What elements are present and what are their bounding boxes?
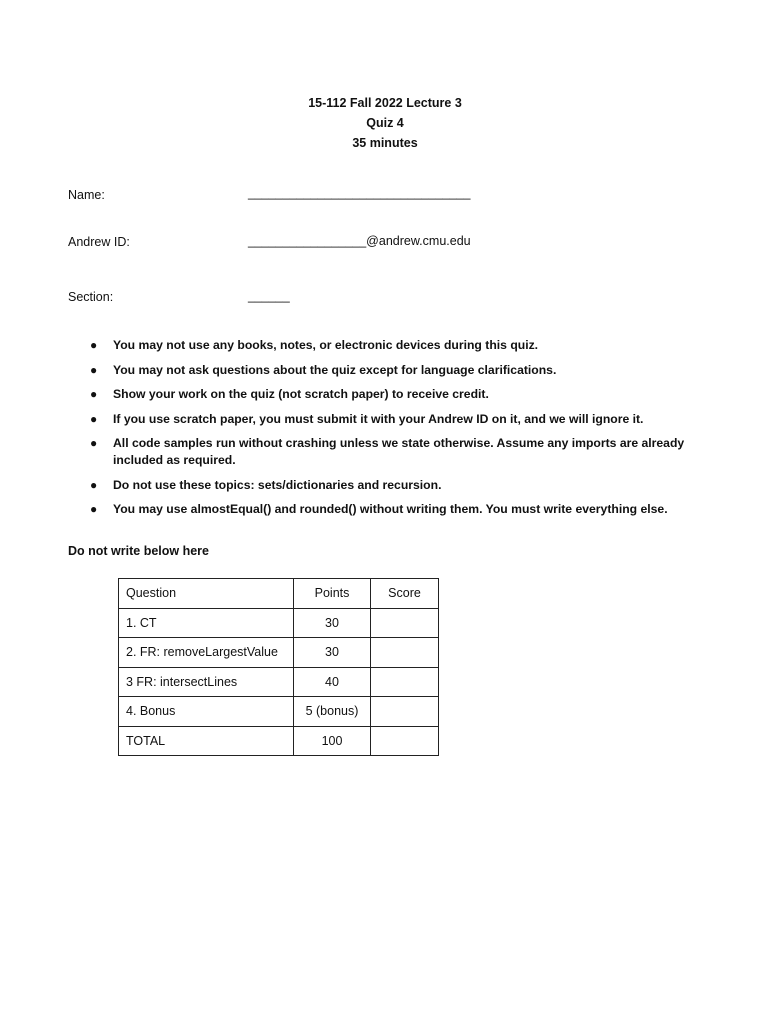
points-cell: 5 (bonus) (294, 697, 371, 727)
rule-text: Show your work on the quiz (not scratch paper) to receive credit. (113, 387, 489, 401)
section-label: Section: (68, 290, 114, 304)
table-row (119, 726, 439, 756)
rule-item (88, 501, 688, 518)
rule-item (88, 362, 688, 379)
score-cell (371, 726, 439, 756)
quiz-title: Quiz 4 (366, 116, 404, 130)
bullet-icon: ● (90, 362, 98, 377)
andrew-id-blank: _________________@andrew.cmu.edu (248, 234, 471, 248)
section-blank: ______ (248, 289, 290, 303)
rule-item (88, 411, 688, 428)
score-cell (371, 608, 439, 638)
table-header-row (119, 579, 439, 609)
rule-text: All code samples run without crashing unless we state otherwise. Assume any imports are already included as required. (113, 436, 685, 467)
rule-text: If you use scratch paper, you must submit it with your Andrew ID on it, and we will ignore it. (113, 411, 644, 426)
points-cell: 100 (294, 726, 371, 756)
score-cell (371, 667, 439, 697)
question-cell: 3 FR: intersectLines (119, 667, 294, 697)
name-label: Name: (68, 188, 105, 202)
table-row (119, 638, 439, 668)
score-cell (371, 638, 439, 668)
header-points: Points (294, 579, 371, 609)
name-blank: ________________________________ (248, 186, 471, 200)
bullet-icon: ● (90, 411, 98, 426)
rule-item (88, 337, 688, 354)
question-cell: 4. Bonus (119, 697, 294, 727)
score-cell (371, 697, 439, 727)
bullet-icon: ● (90, 338, 98, 352)
rule-text: You may not ask questions about the quiz except for language clarifications. (113, 362, 557, 377)
header-question: Question (119, 579, 294, 609)
question-cell: 1. CT (119, 608, 294, 638)
rule-item (88, 386, 688, 403)
andrew-id-label: Andrew ID: (68, 235, 130, 249)
score-table (118, 578, 439, 756)
bullet-icon: ● (90, 387, 98, 401)
do-not-write-note: Do not write below here (68, 544, 209, 558)
question-cell: 2. FR: removeLargestValue (119, 638, 294, 668)
rule-item (88, 435, 688, 469)
quiz-duration: 35 minutes (352, 136, 418, 150)
table-row (119, 697, 439, 727)
rule-text: Do not use these topics: sets/dictionaries and recursion. (113, 477, 442, 492)
points-cell: 40 (294, 667, 371, 697)
table-row (119, 608, 439, 638)
rule-text: You may not use any books, notes, or electronic devices during this quiz. (113, 338, 539, 352)
question-cell: TOTAL (119, 726, 294, 756)
rule-item (88, 477, 688, 494)
table-row (119, 667, 439, 697)
points-cell: 30 (294, 638, 371, 668)
header-score: Score (371, 579, 439, 609)
quiz-rules-list (88, 337, 688, 526)
bullet-icon: ● (90, 502, 98, 516)
points-cell: 30 (294, 608, 371, 638)
rule-text: You may use almostEqual() and rounded() without writing them. You must write everything else. (113, 502, 668, 516)
bullet-icon: ● (90, 477, 98, 492)
bullet-icon: ● (90, 436, 98, 450)
course-title: 15-112 Fall 2022 Lecture 3 (308, 96, 462, 110)
quiz-header (0, 93, 770, 153)
